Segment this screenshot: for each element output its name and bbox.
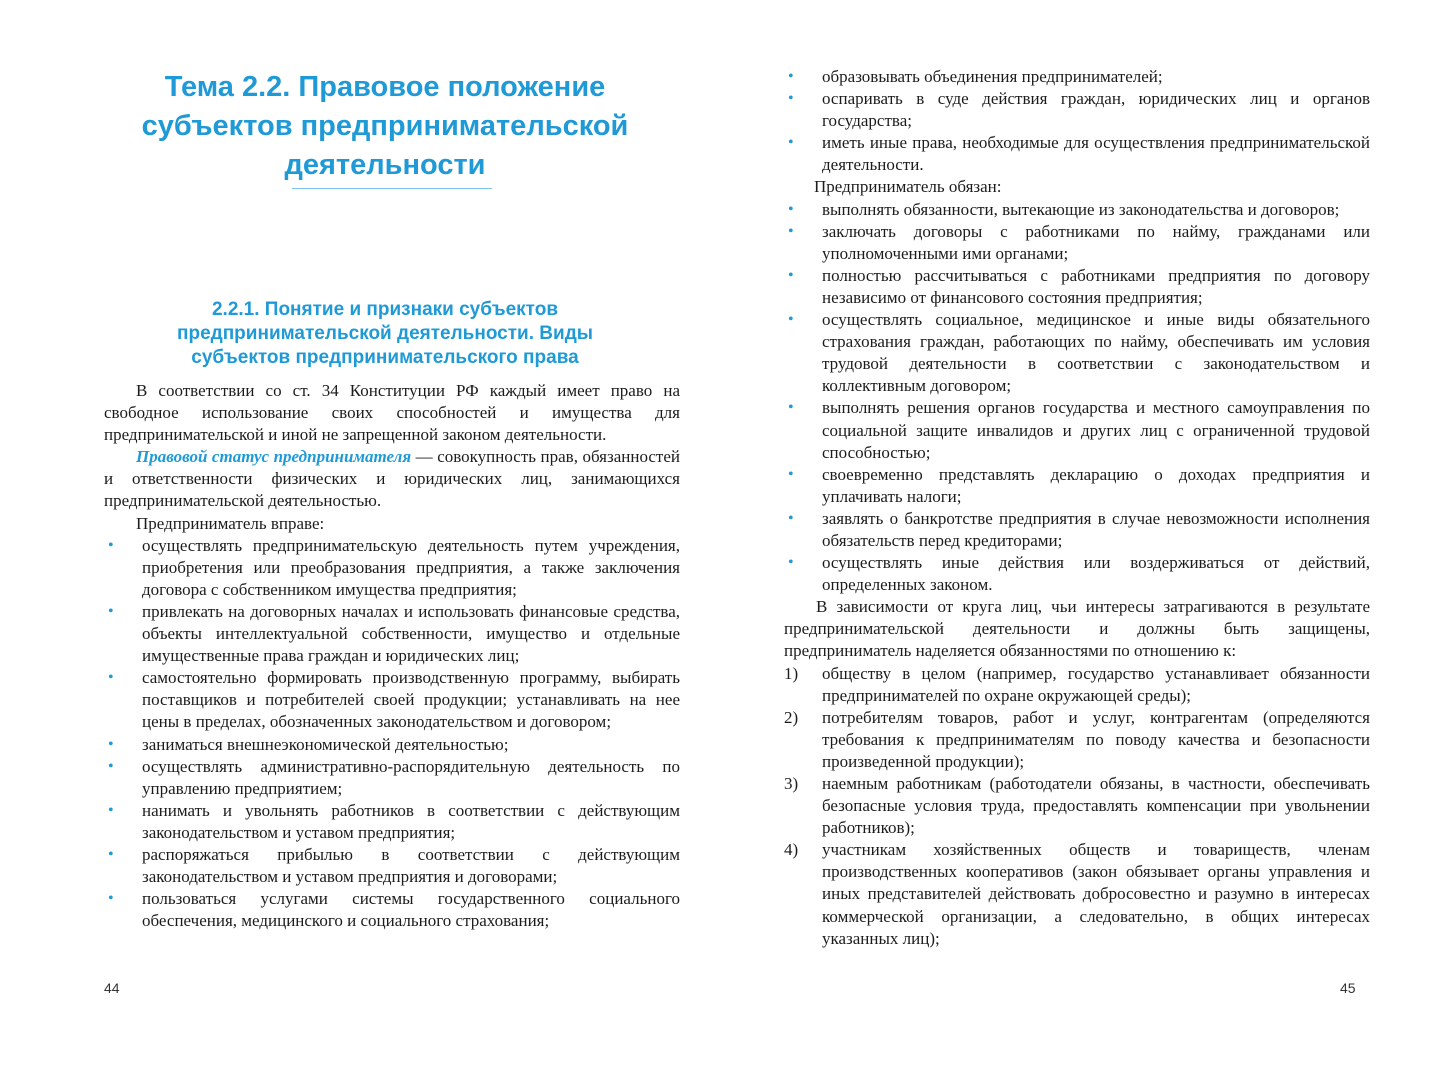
bullet-icon: •	[788, 509, 794, 527]
bullet-icon: •	[108, 890, 114, 908]
right-body-text	[784, 66, 1370, 950]
list-item: • осуществлять административно-распорядительную деятельность по управлению предприятием;	[108, 756, 680, 798]
duties-intro: Предприниматель обязан:	[814, 177, 1002, 197]
bullet-icon: •	[788, 222, 794, 240]
bullet-icon: •	[788, 311, 794, 329]
bullet-icon: •	[788, 266, 794, 284]
page-number-left: 44	[104, 980, 120, 996]
paragraph-legal-status	[104, 446, 680, 512]
term-legal-status: Правовой статус предпринимателя	[136, 447, 412, 467]
bullet-icon: •	[108, 602, 114, 620]
section-title: 2.2.1. Понятие и признаки субъектов предпринимательской деятельности. Виды субъектов предпринимательского права	[177, 299, 593, 368]
page-number-right: 45	[1340, 980, 1356, 996]
list-item: • заниматься внешнеэкономической деятельностью;	[104, 734, 680, 756]
rights-intro: Предприниматель вправе:	[136, 513, 325, 533]
list-item: • иметь иные права, необходимые для осуществления предпринимательской деятельности.	[788, 133, 1370, 175]
list-item: 2) потребителям товаров, работ и услуг, контрагентам (определяются требования к предпринимателям по поводу качества и безопасности произведенной продукции);	[784, 707, 1370, 771]
bullet-icon: •	[788, 90, 794, 108]
bullet-icon: •	[108, 735, 114, 753]
obligations-list	[784, 663, 1370, 950]
bullet-icon: •	[788, 399, 794, 417]
list-item: • осуществлять социальное, медицинское и иные виды обязательного страхования граждан, работающих по найму, обеспечивать им условия трудовой деятельности в соответствии с законодательством и коллективным договором;	[788, 310, 1370, 396]
list-item: • выполнять обязанности, вытекающие из законодательства и договоров;	[784, 199, 1370, 221]
bullet-icon: •	[108, 669, 114, 687]
list-item: 1) обществу в целом (например, государство устанавливает обязанности предпринимателей по охране окружающей среды);	[784, 663, 1370, 705]
list-item: • пользоваться услугами системы государственного социального обеспечения, медицинского и социального страхования;	[108, 889, 680, 931]
list-item: • осуществлять предпринимательскую деятельность путем учреждения, приобретения или преобразования предприятия, а также заключения договора с собственником имущества предприятия;	[108, 535, 680, 599]
list-item: • нанимать и увольнять работников в соответствии с действующим законодательством и уставом предприятия;	[108, 800, 680, 842]
list-item: • выполнять решения органов государства и местного самоуправления по социальной защите инвалидов и других лиц с ограниченной трудовой способностью;	[788, 398, 1370, 462]
right-page	[718, 0, 1436, 1080]
bullet-icon: •	[788, 200, 794, 218]
rights-list-continued	[784, 66, 1370, 176]
bullet-icon: •	[788, 134, 794, 152]
list-item: 3) наемным работникам (работодатели обязаны, в частности, обеспечивать безопасные условия труда, предоставлять компенсации при увольнении работников);	[784, 774, 1370, 838]
bullet-icon: •	[108, 801, 114, 819]
list-item: 4) участникам хозяйственных обществ и товариществ, членам производственных кооперативов (закон обязывает органы управления и иных представителей действовать добросовестно и разумно в интересах коммерческой организации, а следовательно, в общих интересах указанных лиц);	[784, 840, 1370, 948]
bullet-icon: •	[108, 536, 114, 554]
list-item: • осуществлять иные действия или воздерживаться от действий, определенных законом.	[788, 553, 1370, 595]
list-item: • привлекать на договорных началах и использовать финансовые средства, объекты интеллектуальной собственности, имущество и отдельные имущественные права граждан и юридических лиц;	[108, 601, 680, 666]
list-item: • оспаривать в суде действия граждан, юридических лиц и органов государства;	[788, 89, 1370, 131]
bullet-icon: •	[108, 757, 114, 775]
chapter-title: Тема 2.2. Правовое положение субъектов предпринимательской деятельности	[141, 71, 629, 181]
left-body-text	[104, 380, 680, 932]
list-item: • заявлять о банкротстве предприятия в случае невозможности исполнения обязательств перед кредиторами;	[788, 508, 1370, 550]
list-item: • образовывать объединения предпринимателей;	[784, 66, 1370, 88]
paragraph-constitution: В соответствии со ст. 34 Конституции РФ каждый имеет право на свободное использование своих способностей и имущества для предпринимательской и иной не запрещенной законом деятельности.	[104, 381, 680, 445]
list-item: • самостоятельно формировать производственную программу, выбирать поставщиков и потребителей своей продукции; устанавливать на нее цены в пределах, обозначенных законодательством и договором;	[108, 668, 680, 732]
definition-text: — совокупность прав, обязанностей и ответственности физических и юридических лиц, занимающихся предпринимательской деятельностью.	[104, 447, 680, 511]
bullet-icon: •	[788, 68, 794, 85]
rights-list	[104, 535, 680, 933]
bullet-icon: •	[788, 465, 794, 483]
bullet-icon: •	[788, 554, 794, 572]
list-item: • распоряжаться прибылью в соответствии с действующим законодательством и уставом предприятия и договорами;	[108, 844, 680, 887]
title-underline	[292, 188, 492, 189]
bullet-icon: •	[108, 845, 114, 863]
duties-list	[784, 199, 1370, 597]
list-item: • заключать договоры с работниками по найму, гражданами или уполномоченными ими органами;	[788, 221, 1370, 263]
paragraph-circle-of-persons: В зависимости от круга лиц, чьи интересы затрагиваются в результате предпринимательской деятельности и должны быть защищены, предприниматель наделяется обязанностями по отношению к:	[784, 597, 1370, 661]
list-item: • полностью рассчитываться с работниками предприятия по договору независимо от финансового состояния предприятия;	[788, 265, 1370, 307]
list-item: • своевременно представлять декларацию о доходах предприятия и уплачивать налоги;	[788, 464, 1370, 506]
